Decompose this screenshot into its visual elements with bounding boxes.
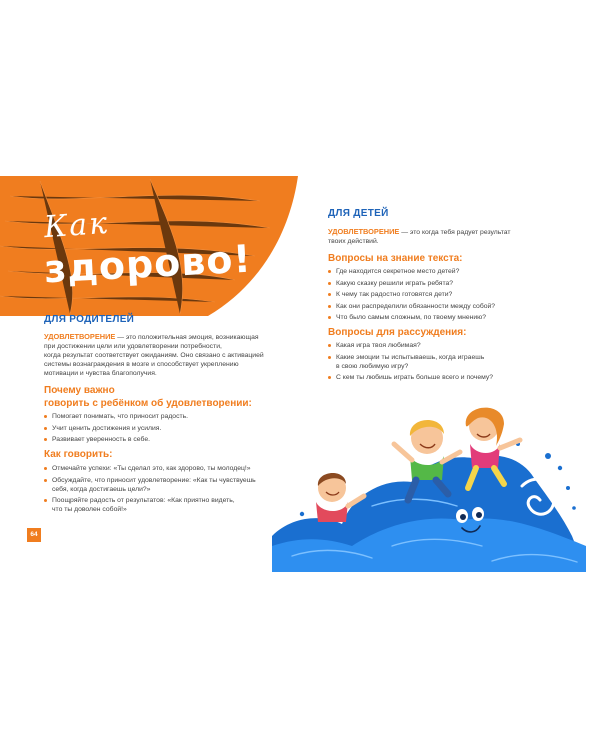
children-heading: ДЛЯ ДЕТЕЙ (328, 208, 389, 219)
list-item: Развивает уверенность в себе. (44, 435, 284, 444)
page-number: 64 (27, 528, 41, 542)
how-heading: Как говорить: (44, 449, 113, 460)
list-item: Какую сказку решили играть ребята? (328, 279, 558, 288)
how-list (44, 464, 284, 517)
parents-definition-line1: — это положительная эмоция, возникающая (115, 334, 259, 341)
children-definition-rest: твоих действий. (328, 238, 379, 245)
list-item: Где находится секретное место детей? (328, 267, 558, 276)
list-item: К чему так радостно готовятся дети? (328, 290, 558, 299)
list-item: Отмечайте успехи: «Ты сделал это, как здорово, ты молодец!» (44, 464, 284, 473)
title-line-1: Как (42, 205, 111, 246)
parents-definition-term: УДОВЛЕТВОРЕНИЕ (44, 332, 116, 341)
parents-definition (44, 332, 284, 378)
reasoning-heading: Вопросы для рассуждения: (328, 327, 467, 338)
title-line-2: здорово! (42, 236, 253, 292)
knowledge-list (328, 267, 558, 325)
why-heading: Почему важно говорить с ребёнком об удовлетворении: (44, 385, 252, 409)
children-definition-line1: — это когда тебя радует результат (399, 229, 511, 236)
children-definition (328, 227, 548, 246)
list-item: Какие эмоции ты испытываешь, когда играешь в свою любимую игру? (328, 353, 558, 371)
knowledge-heading: Вопросы на знание текста: (328, 253, 463, 264)
list-item: Помогает понимать, что приносит радость. (44, 412, 284, 421)
reasoning-list (328, 341, 558, 385)
list-item: Что было самым сложным, по твоему мнению? (328, 313, 558, 322)
children-on-wave-illustration (272, 396, 586, 572)
list-item: Учит ценить достижения и усилия. (44, 424, 284, 433)
list-item: Какая игра твоя любимая? (328, 341, 558, 350)
parents-definition-rest: при достижении цели или удовлетворении потребности, когда результат соответствует ожиданиям. Оно связано с активацией системы вознаграждения в мозге и способствует укреплению мотивации и чувства благополучия. (44, 343, 264, 377)
list-item: Обсуждайте, что приносит удовлетворение: «Как ты чувствуешь себя, когда достигаешь цели?» (44, 476, 284, 494)
list-item: Как они распределили обязанности между собой? (328, 302, 558, 311)
children-definition-term: УДОВЛЕТВОРЕНИЕ (328, 227, 400, 236)
list-item: Поощряйте радость от результатов: «Как приятно видеть, что ты доволен собой!» (44, 496, 284, 514)
parents-heading: ДЛЯ РОДИТЕЛЕЙ (44, 314, 135, 325)
list-item: С кем ты любишь играть больше всего и почему? (328, 373, 558, 382)
why-list (44, 412, 284, 447)
